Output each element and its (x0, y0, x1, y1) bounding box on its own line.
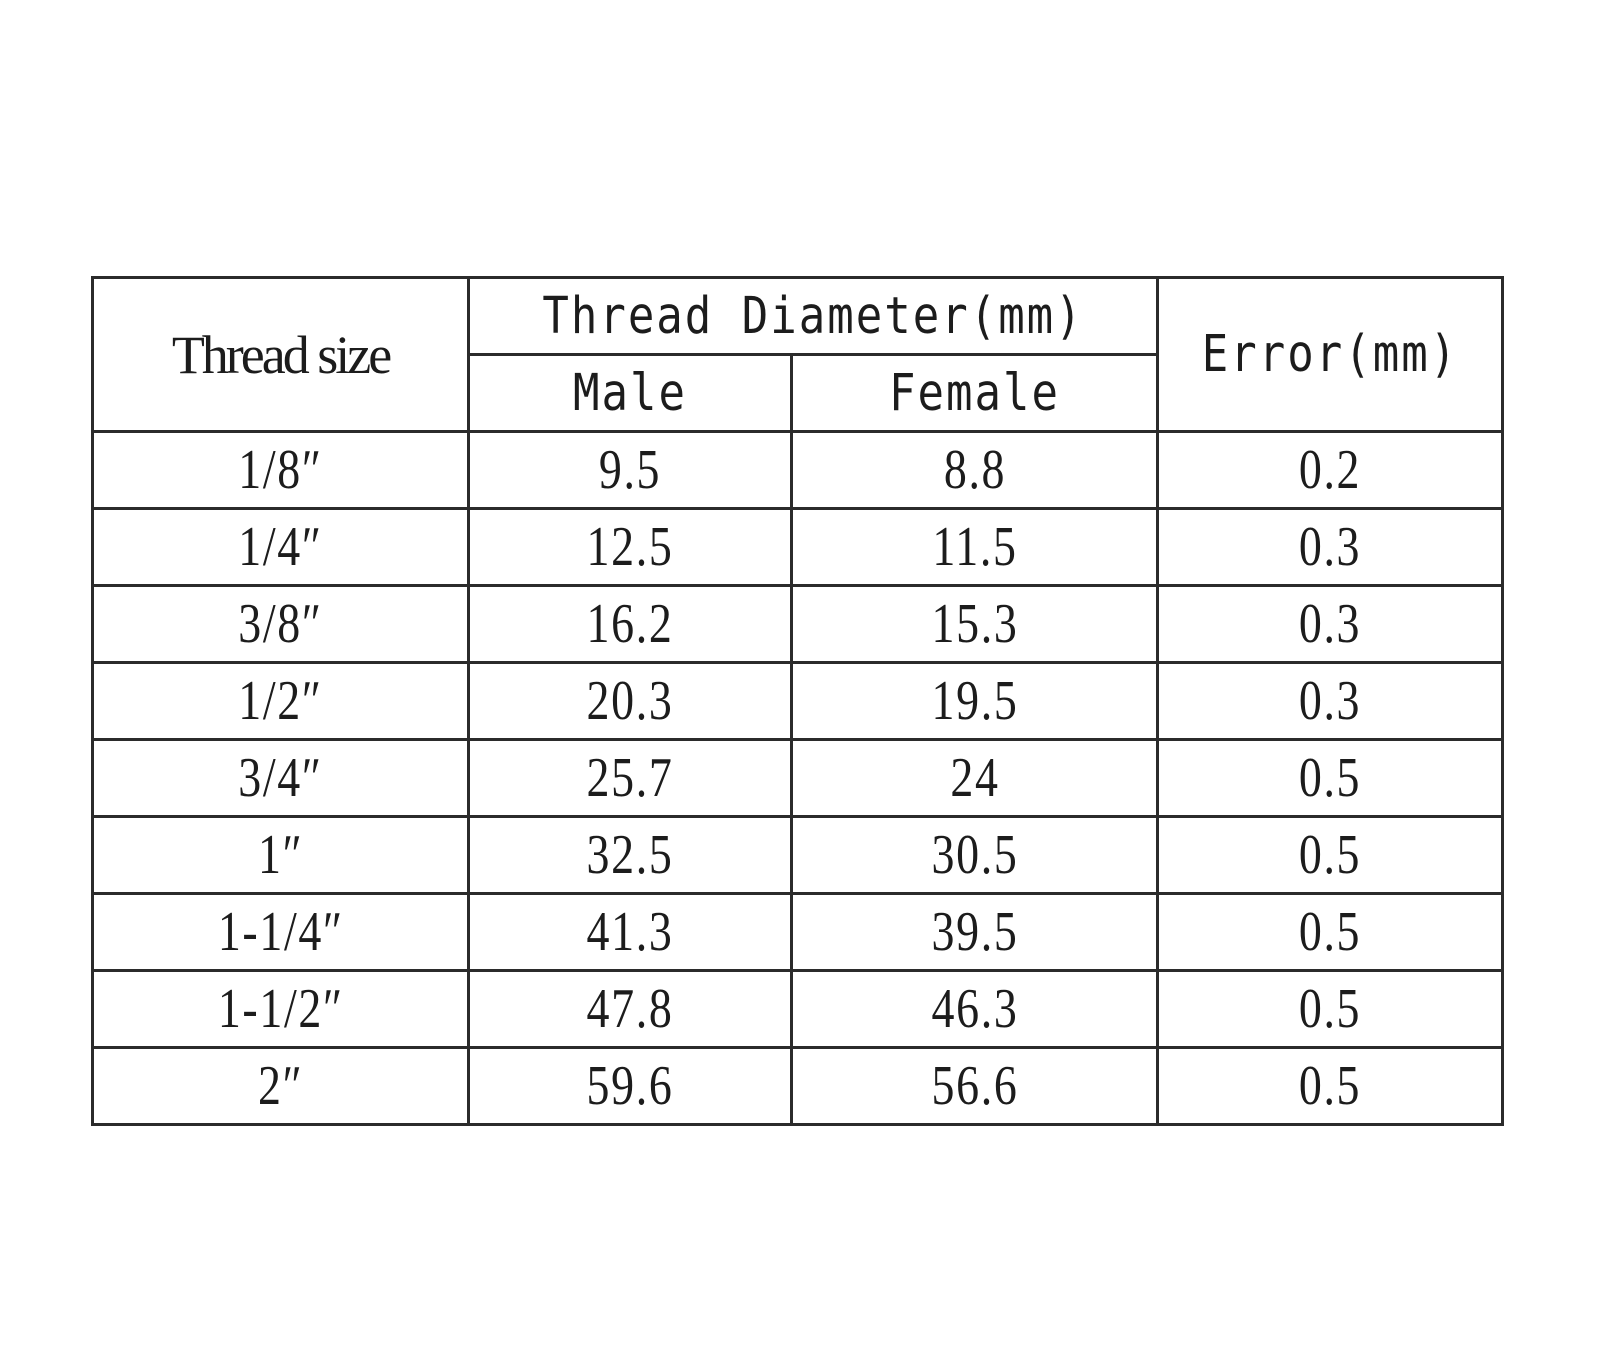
female-diameter-value: 56.6 (931, 1055, 1018, 1117)
table-row (93, 663, 1503, 740)
male-diameter-cell (469, 1048, 792, 1125)
error-value: 0.2 (1298, 439, 1362, 501)
table-row (93, 432, 1503, 509)
error-value: 0.5 (1298, 824, 1362, 886)
error-cell (1158, 509, 1503, 586)
female-diameter-value: 15.3 (931, 593, 1018, 655)
thread-size-value: 1/4″ (238, 516, 323, 578)
thread-size-cell (93, 509, 469, 586)
error-cell (1158, 586, 1503, 663)
thread-size-value: 1/2″ (238, 670, 323, 732)
table-row (93, 894, 1503, 971)
table-row (93, 817, 1503, 894)
male-diameter-cell (469, 432, 792, 509)
thread-size-value: 1/8″ (238, 439, 323, 501)
header-thread-diameter-cell (469, 278, 1158, 355)
male-diameter-value: 25.7 (586, 747, 674, 809)
male-diameter-cell (469, 586, 792, 663)
table-row (93, 971, 1503, 1048)
error-value: 0.5 (1298, 978, 1362, 1040)
table-row (93, 740, 1503, 817)
error-cell (1158, 894, 1503, 971)
thread-size-value: 1-1/4″ (217, 901, 344, 963)
female-diameter-value: 39.5 (931, 901, 1018, 963)
error-value: 0.3 (1298, 670, 1362, 732)
thread-size-cell (93, 432, 469, 509)
error-value: 0.3 (1298, 516, 1362, 578)
female-diameter-value: 19.5 (931, 670, 1018, 732)
header-female-cell (792, 355, 1158, 432)
male-diameter-cell (469, 663, 792, 740)
thread-size-cell (93, 817, 469, 894)
header-male-cell (469, 355, 792, 432)
female-diameter-cell (792, 740, 1158, 817)
female-diameter-value: 24 (949, 747, 1000, 809)
error-value: 0.5 (1298, 901, 1362, 963)
female-diameter-value: 30.5 (931, 824, 1018, 886)
thread-size-cell (93, 586, 469, 663)
table-body (93, 278, 1503, 1125)
female-diameter-cell (792, 663, 1158, 740)
header-female: Female (889, 363, 1060, 423)
female-diameter-cell (792, 509, 1158, 586)
thread-size-value: 3/8″ (238, 593, 323, 655)
error-cell (1158, 1048, 1503, 1125)
female-diameter-value: 8.8 (943, 439, 1006, 501)
thread-size-cell (93, 1048, 469, 1125)
male-diameter-value: 59.6 (586, 1055, 674, 1117)
thread-size-value: 1″ (257, 824, 304, 886)
male-diameter-value: 47.8 (586, 978, 674, 1040)
female-diameter-value: 11.5 (931, 516, 1018, 578)
male-diameter-value: 32.5 (586, 824, 674, 886)
female-diameter-value: 46.3 (931, 978, 1018, 1040)
male-diameter-value: 12.5 (586, 516, 674, 578)
thread-size-value: 1-1/2″ (217, 978, 344, 1040)
female-diameter-cell (792, 1048, 1158, 1125)
female-diameter-cell (792, 586, 1158, 663)
thread-size-table (91, 276, 1504, 1126)
female-diameter-cell (792, 971, 1158, 1048)
thread-size-value: 2″ (257, 1055, 304, 1117)
thread-size-cell (93, 663, 469, 740)
male-diameter-cell (469, 894, 792, 971)
male-diameter-cell (469, 740, 792, 817)
female-diameter-cell (792, 894, 1158, 971)
header-row-top (93, 278, 1503, 355)
male-diameter-cell (469, 509, 792, 586)
male-diameter-cell (469, 971, 792, 1048)
header-thread-size: Thread size (171, 324, 390, 385)
error-cell (1158, 817, 1503, 894)
male-diameter-value: 9.5 (598, 439, 662, 501)
table-row (93, 586, 1503, 663)
male-diameter-value: 16.2 (586, 593, 674, 655)
female-diameter-cell (792, 432, 1158, 509)
error-cell (1158, 663, 1503, 740)
male-diameter-value: 41.3 (586, 901, 674, 963)
error-cell (1158, 971, 1503, 1048)
table-row (93, 509, 1503, 586)
thread-size-cell (93, 740, 469, 817)
thread-size-cell (93, 894, 469, 971)
header-thread-diameter: Thread Diameter(mm) (542, 286, 1084, 346)
header-male: Male (573, 363, 687, 423)
error-value: 0.5 (1298, 1055, 1362, 1117)
header-thread-size-cell (93, 278, 469, 432)
thread-size-value: 3/4″ (238, 747, 323, 809)
male-diameter-cell (469, 817, 792, 894)
error-cell (1158, 740, 1503, 817)
error-value: 0.5 (1298, 747, 1362, 809)
female-diameter-cell (792, 817, 1158, 894)
table-row (93, 1048, 1503, 1125)
error-cell (1158, 432, 1503, 509)
thread-size-cell (93, 971, 469, 1048)
header-error-cell (1158, 278, 1503, 432)
header-error: Error(mm) (1201, 325, 1459, 384)
error-value: 0.3 (1298, 593, 1362, 655)
male-diameter-value: 20.3 (586, 670, 674, 732)
